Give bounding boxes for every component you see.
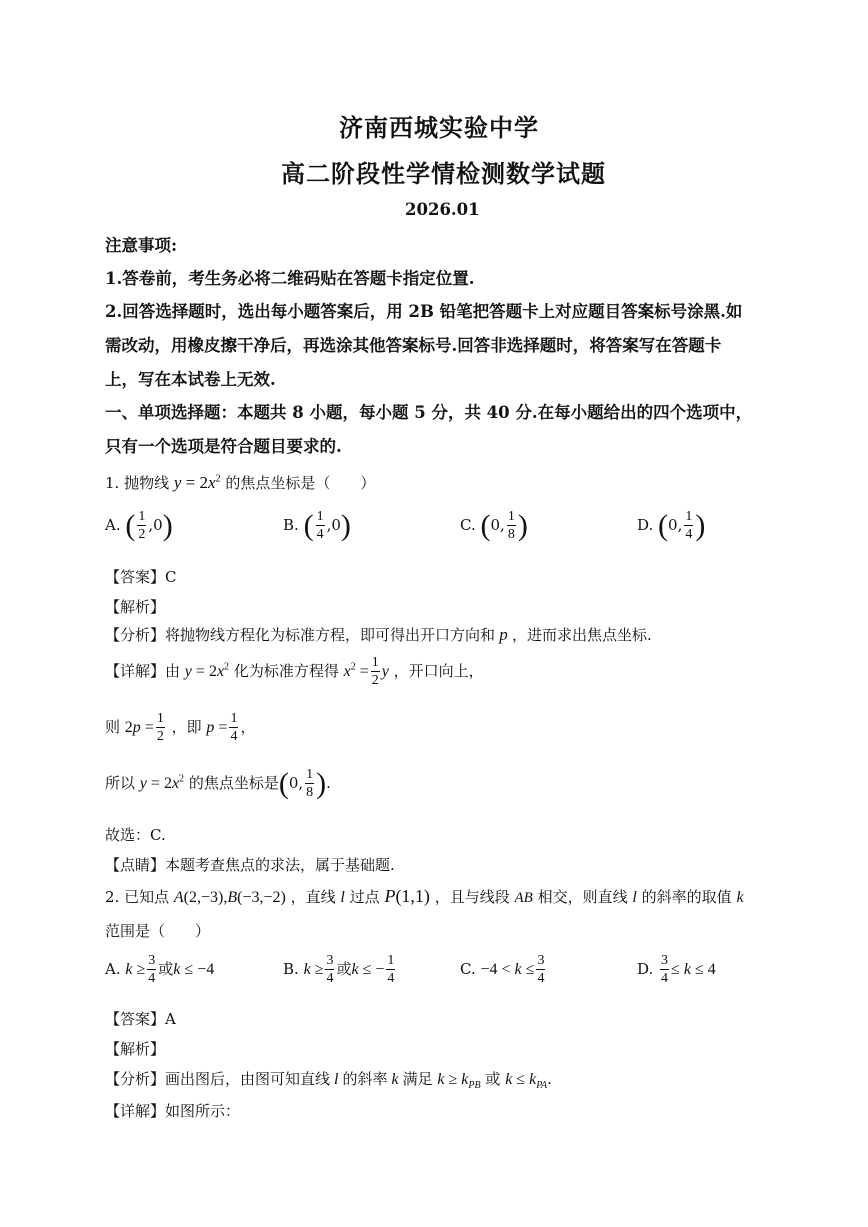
option-label: D. [637, 960, 654, 978]
option-label: B. [283, 516, 299, 534]
q1-guxuan: 故选：C. [105, 826, 166, 844]
q1-stem-suffix: 的焦点坐标是（ ） [225, 474, 376, 492]
q1-xiangjie: 【详解】由 $y = 2x^2$ 化为标准方程得 $x^2$ = $\frac{1}{2}$ y ，开口向上， [105, 655, 484, 688]
q1-option-b: B. ( $\frac{1}{4}$ ,0) [283, 509, 351, 542]
notice-item-2-line3: 上，写在本试卷上无效. [105, 370, 276, 389]
q2-xiangjie: 【详解】如图所示： [105, 1102, 241, 1120]
q1-option-c: C. (0, $\frac{1}{8}$ ) [460, 509, 528, 542]
or-word: 或 [158, 960, 174, 978]
option-label: A. [105, 516, 121, 534]
q2-stem-line1: 2. 已知点 A(2,−3),B(−3,−2) ，直线 l 过点 P(1,1) ，且与线段 AB 相交，则直线 l 的斜率的取值 k [105, 886, 744, 906]
q2-fenxi: 【分析】画出图后，由图可知直线 l 的斜率 k 满足 $k \ge k_{PB}$ 或 $k \le k_{PA}$. [105, 1070, 552, 1092]
q2-jiexi: 【解析】 [105, 1040, 166, 1058]
xiangjie-mid: 化为标准方程得 [233, 662, 339, 680]
exam-date: 2026.01 [405, 200, 480, 219]
step-ze: 则 [105, 718, 121, 736]
q2-stem-mid1: ，直线 [290, 888, 336, 906]
q1-option-d: D. (0, $\frac{1}{4}$ ) [637, 509, 706, 542]
q2-stem-mid5: 的斜率的取值 [641, 888, 732, 906]
q2-answer: 【答案】A [105, 1010, 176, 1028]
q2-option-b: B. k ≥ $\frac{3}{4}$ 或k ≤ − $\frac{1}{4}$ [283, 953, 395, 986]
q1-stem-prefix: 1. 抛物线 [105, 474, 170, 492]
or-word: 或 [336, 960, 352, 978]
option-label: C. [460, 960, 476, 978]
q1-stem [105, 472, 375, 493]
q2-stem-mid3: ，且与线段 [434, 888, 510, 906]
step-ji: ，即 [171, 718, 202, 736]
q2-option-a: A. k ≥ $\frac{3}{4}$ 或k ≤ −4 [105, 953, 215, 986]
q2-fenxi-mid: 的斜率 [342, 1070, 388, 1088]
q2-stem-mid4: 相交，则直线 [537, 888, 628, 906]
q2-stem-line2: 范围是（ ） [105, 922, 211, 940]
q2-fenxi-or: 或 [485, 1070, 501, 1088]
option-label: A. [105, 960, 121, 978]
xiangjie-suffix: ，开口向上， [393, 662, 484, 680]
q1-conclusion: 所以 $y = 2x^2$ 的焦点坐标是(0, $\frac{1}{8}$ ). [105, 767, 331, 800]
notice-heading: 注意事项: [105, 236, 178, 255]
q2-option-c: C. −4 < k ≤ $\frac{3}{4}$ [460, 953, 545, 986]
option-label: B. [283, 960, 299, 978]
option-label: C. [460, 516, 476, 534]
q2-fenxi-prefix: 【分析】画出图后，由图可知直线 [105, 1070, 331, 1088]
q2-option-d: D. $\frac{3}{4}$ ≤ k ≤ 4 [637, 953, 716, 986]
notice-item-2-line2: 需改动，用橡皮擦干净后，再选涂其他答案标号.回答非选择题时，将答案写在答题卡 [105, 336, 722, 355]
q2-stem-prefix: 2. 已知点 [105, 888, 170, 906]
q2-fenxi-mid2: 满足 [402, 1070, 433, 1088]
q2-stem-mid2: 过点 [349, 888, 380, 906]
q1-equation: $y = 2x^2$ [173, 473, 221, 492]
notice-item-2-line1: 2.回答选择题时，选出每小题答案后，用 2B 铅笔把答题卡上对应题目答案标号涂黑.如 [105, 302, 743, 321]
conclusion-prefix: 所以 [105, 774, 136, 792]
school-name: 济南西城实验中学 [339, 113, 539, 142]
fenxi-suffix: ，进而求出焦点坐标. [512, 626, 652, 644]
option-label: D. [637, 516, 654, 534]
q1-dianjing: 【点睛】本题考查焦点的求法，属于基础题. [105, 856, 395, 874]
q1-fenxi: 【分析】将抛物线方程化为标准方程，即可得出开口方向和 p ，进而求出焦点坐标. [105, 625, 652, 644]
q1-step-2p: 则 2p = $\frac{1}{2}$ ，即 p = $\frac{1}{4}$ ， [105, 711, 256, 744]
fenxi-prefix: 【分析】将抛物线方程化为标准方程，即可得出开口方向和 [105, 626, 496, 644]
exam-title: 高二阶段性学情检测数学试题 [281, 159, 606, 188]
notice-item-1: 1.答卷前，考生务必将二维码贴在答题卡指定位置. [105, 269, 475, 288]
q1-jiexi: 【解析】 [105, 598, 166, 616]
conclusion-mid: 的焦点坐标是 [188, 774, 279, 792]
q1-option-a: A. ( $\frac{1}{2}$ ,0) [105, 509, 173, 542]
section1-line2: 只有一个选项是符合题目要求的. [105, 437, 342, 456]
q1-answer: 【答案】C [105, 568, 177, 586]
section1-line1: 一、单项选择题：本题共 8 小题，每小题 5 分，共 40 分.在每小题给出的四个选项中， [105, 403, 753, 422]
xiangjie-prefix: 【详解】由 [105, 662, 181, 680]
